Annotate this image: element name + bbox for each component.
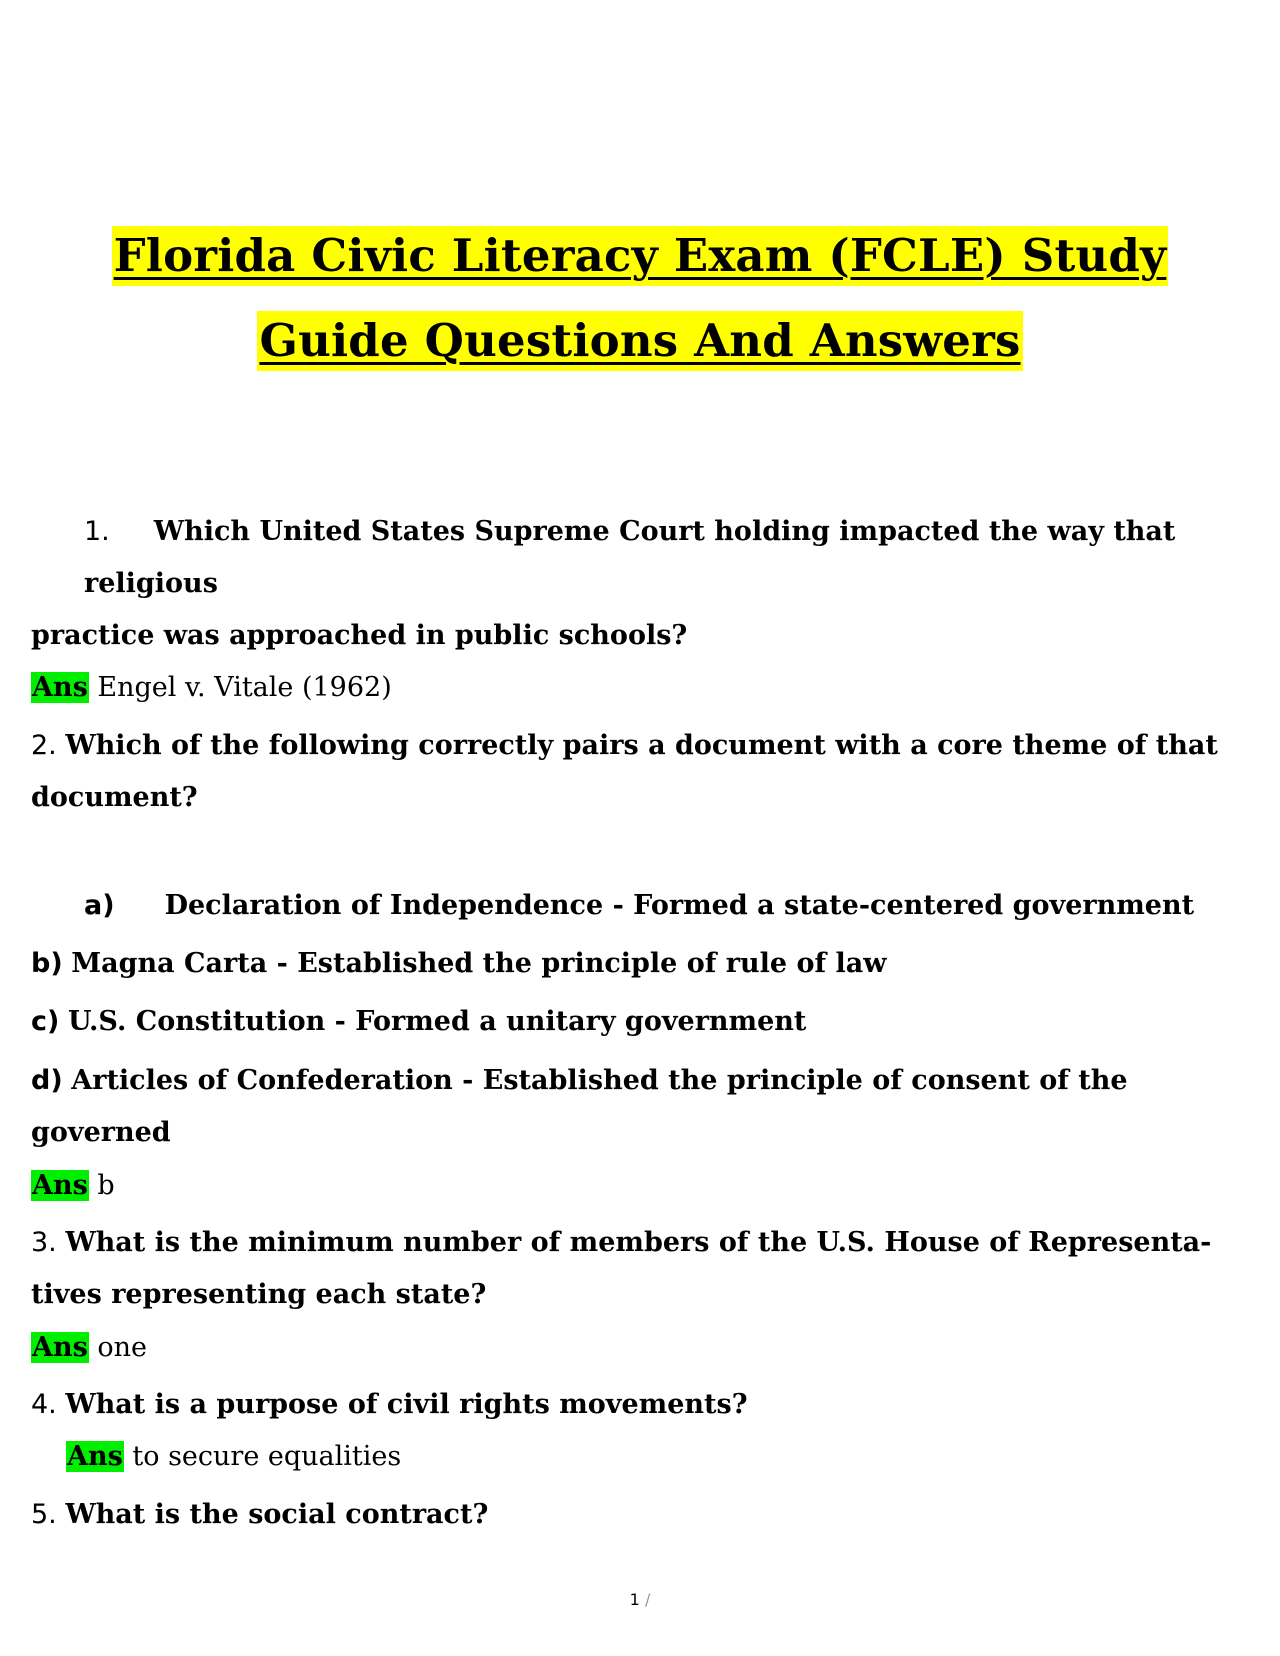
question-2-option-b	[31, 946, 886, 982]
question-2-line-1	[31, 728, 1218, 764]
answer-3	[31, 1330, 147, 1366]
question-1-number: 1.	[84, 516, 110, 547]
question-1-line-1	[84, 514, 1175, 550]
question-5-number: 5.	[31, 1499, 57, 1530]
answer-4-text: to secure equalities	[132, 1441, 402, 1472]
question-4-number: 4.	[31, 1389, 57, 1420]
question-3-line-1	[31, 1225, 1211, 1261]
answer-2	[31, 1168, 115, 1204]
question-2-option-d	[31, 1063, 1128, 1099]
option-b-letter: b)	[31, 948, 63, 979]
document-title-text-1: Florida Civic Literacy Exam (FCLE) Study	[112, 226, 1169, 286]
question-4-text-1: What is a purpose of civil rights movements?	[65, 1389, 748, 1420]
option-a-letter: a)	[84, 890, 115, 921]
answer-3-label: Ans	[32, 1332, 88, 1363]
question-2-text-1: Which of the following correctly pairs a document with a core theme of that	[65, 730, 1218, 761]
answer-1-label: Ans	[32, 672, 88, 703]
question-4-line-1	[31, 1387, 748, 1423]
answer-1-text: Engel v. Vitale (1962)	[97, 672, 392, 703]
document-title-text-2: Guide Questions And Answers	[257, 311, 1022, 371]
question-5-line-1	[31, 1497, 488, 1533]
answer-3-text: one	[97, 1332, 147, 1363]
document-title-line-1	[0, 226, 1280, 286]
question-2-number: 2.	[31, 730, 57, 761]
question-2-option-d-line-2: governed	[31, 1117, 171, 1148]
answer-1	[31, 670, 392, 706]
answer-2-label: Ans	[32, 1170, 88, 1201]
question-2-option-a	[84, 888, 1194, 924]
option-c-text: U.S. Constitution - Formed a unitary government	[67, 1006, 807, 1037]
question-1-line-2: religious	[84, 568, 218, 599]
option-d-text: Articles of Confederation - Established the principle of consent of the	[71, 1065, 1128, 1096]
page-number-separator: /	[644, 1590, 651, 1609]
page-footer	[0, 1590, 1280, 1609]
question-1-line-3: practice was approached in public schools?	[31, 620, 688, 651]
question-3-text-1: What is the minimum number of members of the U.S. House of Representa-	[65, 1227, 1212, 1258]
question-5-text-1: What is the social contract?	[65, 1499, 489, 1530]
document-title-line-2	[0, 311, 1280, 371]
question-3-line-2: tives representing each state?	[31, 1279, 487, 1310]
option-b-text: Magna Carta - Established the principle of rule of law	[71, 948, 887, 979]
question-1-text-1: Which United States Supreme Court holding impacted the way that	[153, 516, 1176, 547]
question-3-number: 3.	[31, 1227, 57, 1258]
answer-4	[66, 1439, 401, 1475]
option-a-text: Declaration of Independence - Formed a state-centered government	[164, 890, 1195, 921]
page-number: 1	[629, 1590, 640, 1609]
option-c-letter: c)	[31, 1006, 60, 1037]
answer-4-label: Ans	[67, 1441, 123, 1472]
option-d-letter: d)	[31, 1065, 63, 1096]
answer-2-text: b	[97, 1170, 115, 1201]
question-2-line-2: document?	[31, 782, 198, 813]
question-2-option-c	[31, 1004, 806, 1040]
